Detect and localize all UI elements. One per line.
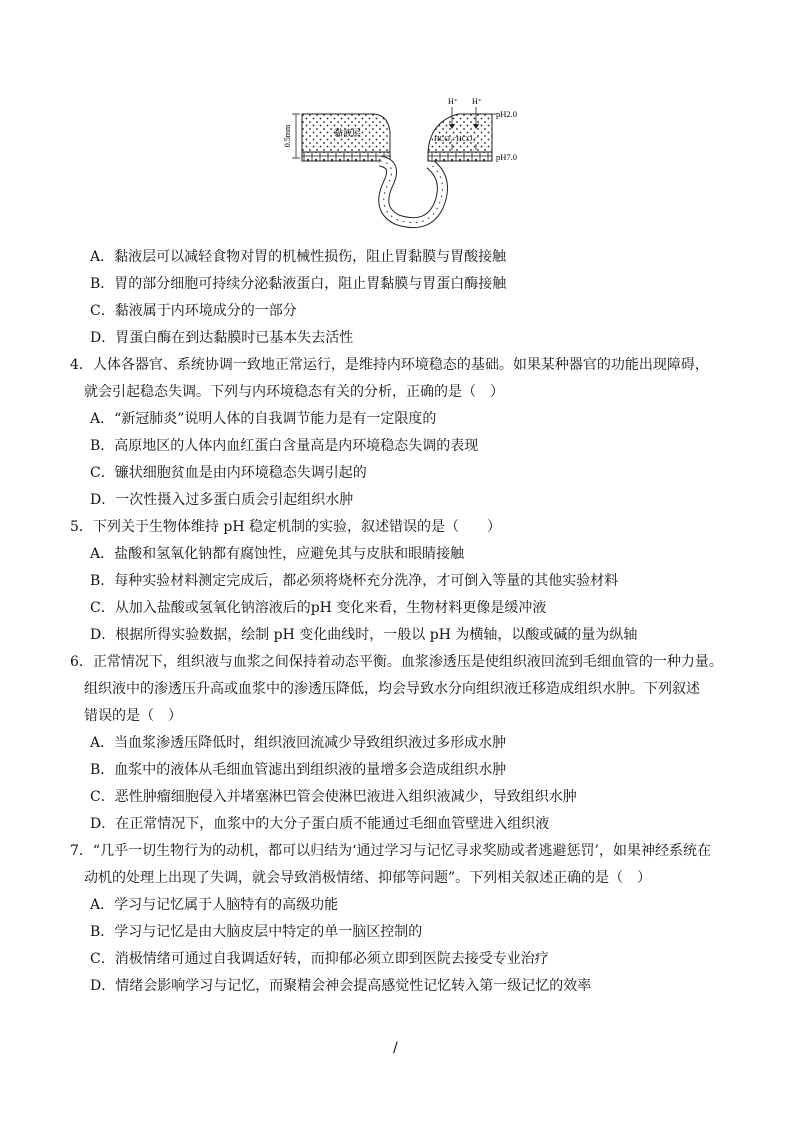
h-ion-left: H⁺ bbox=[448, 97, 458, 106]
q5-stem-1: 5．下列关于生物体维持 pH 稳定机制的实验，叙述错误的是（ ） bbox=[70, 519, 501, 535]
q5-option-a: A．盐酸和氢氧化钠都有腐蚀性，应避免其与皮肤和眼睛接触 bbox=[90, 546, 465, 562]
epithelium-left bbox=[302, 152, 390, 161]
q6-option-b: B．血浆中的液体从毛细血管滤出到组织液的量增多会造成组织水肿 bbox=[90, 762, 507, 778]
q4-option-d: D．一次性摄入过多蛋白质会引起组织水肿 bbox=[90, 492, 354, 508]
q7-stem-1: 7．“几乎一切生物行为的动机，都可以归结为‘通过学习与记忆寻求奖励或者逃避惩罚’，如果神经系统在 bbox=[70, 843, 711, 859]
question-list bbox=[70, 244, 750, 1000]
epithelium-right bbox=[428, 152, 492, 161]
q6-option-c: C．恶性肿瘤细胞侵入并堵塞淋巴管会使淋巴液进入组织液减少，导致组织水肿 bbox=[90, 789, 577, 805]
q3-option-a: A．黏液层可以减轻食物对胃的机械性损伤，阻止胃黏膜与胃酸接触 bbox=[90, 249, 507, 265]
q3-option-d: D．胃蛋白酶在到达黏膜时已基本失去活性 bbox=[90, 330, 354, 346]
mucus-layer-label: 黏液层 bbox=[334, 129, 362, 139]
q7-stem-2: 动机的处理上出现了失调，就会导致消极情绪、抑郁等问题”。下列相关叙述正确的是（ ） bbox=[84, 870, 652, 886]
q6-stem-1: 6．正常情况下，组织液与血浆之间保持着动态平衡。血浆渗透压是使组织液回流到毛细血管的一种力量。 bbox=[70, 654, 723, 670]
q4-option-a: A．“新冠肺炎”说明人体的自我调节能力是有一定限度的 bbox=[90, 411, 437, 427]
q3-option-b: B．胃的部分细胞可持续分泌黏液蛋白，阻止胃黏膜与胃蛋白酶接触 bbox=[90, 276, 507, 292]
q5-option-d: D．根据所得实验数据，绘制 pH 变化曲线时，一般以 pH 为横轴，以酸或碱的量为纵轴 bbox=[90, 627, 638, 643]
ph-bottom-label: pH7.0 bbox=[496, 152, 518, 162]
q4-option-b: B．高原地区的人体内血红蛋白含量高是内环境稳态失调的表现 bbox=[90, 438, 479, 454]
q4-stem-2: 就会引起稳态失调。下列与内环境稳态有关的分析，正确的是（ ） bbox=[84, 384, 504, 400]
q7-option-a: A．学习与记忆属于人脑特有的高级功能 bbox=[90, 897, 339, 913]
q6-option-d: D．在正常情况下，血浆中的大分子蛋白质不能通过毛细血管壁进入组织液 bbox=[90, 816, 550, 832]
h-ion-right: H⁺ bbox=[472, 97, 482, 106]
q6-option-a: A．当血浆渗透压降低时，组织液回流减少导致组织液过多形成水肿 bbox=[90, 735, 507, 751]
q5-option-b: B．每种实验材料测定完成后，都必须将烧杯充分洗净，才可倒入等量的其他实验材料 bbox=[90, 573, 619, 589]
q7-option-c: C．消极情绪可通过自我调适好转，而抑郁必须立即到医院去接受专业治疗 bbox=[90, 951, 549, 967]
q4-option-c: C．镰状细胞贫血是由内环境稳态失调引起的 bbox=[90, 465, 367, 481]
bicarbonate-label: HCO₃⁻HCO₃⁻ bbox=[434, 134, 479, 143]
scale-label: 0.5mm bbox=[283, 124, 292, 148]
q5-option-c: C．从加入盐酸或氢氧化钠溶液后的pH 变化来看，生物材料更像是缓冲液 bbox=[90, 600, 547, 616]
ph-top-label: pH2.0 bbox=[496, 109, 518, 119]
q7-option-d: D．情绪会影响学习与记忆，而聚精会神会提高感觉性记忆转入第一级记忆的效率 bbox=[90, 978, 592, 994]
q7-option-b: B．学习与记忆是由大脑皮层中特定的单一脑区控制的 bbox=[90, 924, 423, 940]
gastric-mucosa-diagram bbox=[280, 92, 540, 237]
mucus-layer-right bbox=[428, 114, 492, 152]
page-number: / bbox=[393, 1040, 398, 1056]
q6-stem-3: 错误的是（ ） bbox=[84, 708, 182, 724]
q3-option-c: C．黏液属于内环境成分的一部分 bbox=[90, 303, 297, 319]
q4-stem-1: 4．人体各器官、系统协调一致地正常运行，是维持内环境稳态的基础。如果某种器官的功能出现障碍， bbox=[70, 357, 709, 373]
q6-stem-2: 组织液中的渗透压升高或血浆中的渗透压降低，均会导致水分向组织液迁移造成组织水肿。下列叙述 bbox=[84, 681, 700, 697]
